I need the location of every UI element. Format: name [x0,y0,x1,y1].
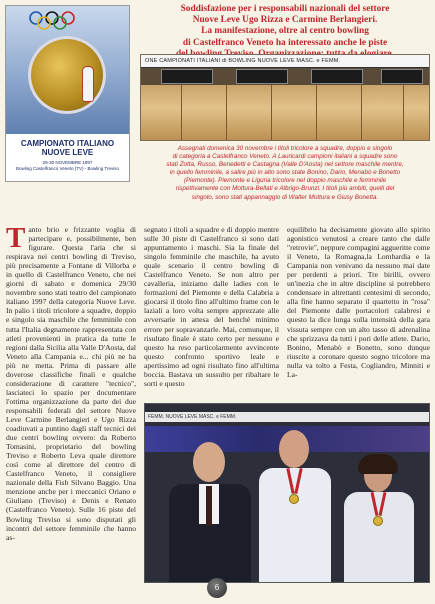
page-number: 6 [207,578,227,598]
poster-artwork [6,6,129,134]
hair [358,454,398,474]
lane-divider [226,85,227,141]
face [193,442,225,482]
tie [206,486,212,526]
medal-icon [373,516,383,526]
lane-surface [141,85,429,141]
athlete-shirt [344,492,414,582]
poster-subtitle: 29-30 NOVEMBRE 1997 Bowling Castelfranco Veneto (TV) - Bowling Treviso [15,160,120,171]
olympic-rings-icon [22,10,112,30]
drop-cap: T [6,225,26,254]
championship-poster [5,5,130,182]
winners-photo [144,403,430,583]
lane-divider [361,85,362,141]
article-column-3 [287,225,430,397]
column-1-text: anto brio e frizzante voglia di partecipare e, possibilmente, ben figurare. Questa l'aria che si respirava nei centri bowling di Treviso, più precisamente a Fontane di Villorba e in quello di Castelfranco Veneto, che nei giorni di sabato e domenica 29/30 novembre sono stati teatro del campionato italiano 1997 della categoria Nuove Leve. In palio i titoli tricolore a squadre, doppio e singolo sia maschile che femminile con tutta l'Italia degnamente rappresentata con atleti provenienti in pratica da tutte le regioni dalla Sicilia alla Valle D'Aosta, dal Veneto alla Campania e... chi più ne ha più ne metta. Prima di passare alle doverose classifiche finali e qualche considerazione di carattere "tecnico", lasciateci lo spazio per documentare l'ottima organizzazione da parte dei due responsabili federali del settore Nuove Leve Carmine Berlangieri e Ugo Rizza coadiuvati a puntino dagli staff tecnici dei due centri bowling ovvero: da Roberto Tomasini, proprietario del bowling Treviso e Roberto Leva quale direttore così come al direttore del centro di Castelfranco Veneto, il consigliere nazionale della Fisb Silvano Baggio. Una menzione anche per i meccanici Oriano e Giuliano (Treviso) e Denis e Renato (Castelfranco Veneto). Sulle 16 piste del Bowling Treviso si sono disputati gli incontri del settore femminile che hanno as- [6,225,136,542]
bowling-pin-icon [82,66,94,102]
face [279,430,309,468]
lane-divider [403,85,404,141]
female-athlete [340,452,418,582]
bowling-lanes-photo [140,54,430,141]
male-athlete [255,422,335,582]
lane-divider [316,85,317,141]
column-3-text: equilibrio ha decisamente giovato allo spirito agonistico venutosi a creare tanto che dalle "retrovie", neppure compagini aggueritte come il Veneto, la Romagna,la Lombardia e la Campania non venivano da nessuno mai date per perdenti a priori. Tre birilli, ovvero un'inezia che in altre discipline si potrebbero condensare in altrettanti centesimi di secondo, alla fine hanno separato il quartetto in "rosa" del Piemonte dalle portacolori calabresi e questo la dice lunga sulla intensità della gara vissuta sempre con un alto tasso di adrenalina che sprizzava da tutti i pori delle atlete. Dario, Bonino, Menabò e Bonetto, sono dunque riuscite a coronare questo sogno tricolore ma nulla va tolto a Festa, Cogliandro, Minniti e La- [287,225,430,379]
lane-divider [271,85,272,141]
photo-caption: Assegnati domenica 30 novembre i titoli tricolore a squadre, doppio e singolo di categoria a Castelfranco Veneto. A Lauricardi campioni italiani a squadre sono stati Zotta, Russo, Benedetti e Castagna (Valle D'Aosta) nel settore maschile mentre, in quello femminile, a salire più in alto sono state Bonino, Dario, Menabò e Bonetto (Piemonte). Piemonte e Liguria tricolore nel doppio maschile e femminile rispettivamente con Mottura-Bellati e Albrigo-Brunzi. I titoli più ambiti, quelli del singolo, sono stati appannaggio di Walter Mottura e Giusy Bonetta. [166,145,404,201]
poster-title: CAMPIONATO ITALIANO NUOVE LEVE [20,139,115,157]
scoreboard [236,69,288,84]
lane-divider [181,85,182,141]
scoreboard [311,69,363,84]
medal-icon [289,494,299,504]
article-headline: Soddisfazione per i responsabili nazionali del settore Nuove Leve Ugo Rizza e Carmine Berlangieri. La manifestazione, oltre al centro bowling di Castelfranco Veneto ha interessato anche le piste [180,4,390,48]
scoreboard [381,69,423,84]
bowling-ball-graphic [28,36,106,114]
person-in-suit [165,432,255,582]
championship-banner: ONE CAMPIONATI ITALIANI di BOWLING NUOVE LEVE MASC. e FEMM. [141,55,429,68]
scoreboard [161,69,213,84]
article-column-2 [144,225,279,400]
article-column-1 [6,225,136,585]
championship-sign: FEMM. NUOVE LEVE MASC. e FEMM. [145,412,429,422]
column-2-text: segnato i titoli a squadre e di doppio mentre sulle 30 piste di Castelfranco si sono dati appuntamento i maschi. Sia la finale del singolo femminile che maschile, ha avuto quale scenario il centro bowling di Castelfranco Veneto. Se non altro per cavalleria, iniziamo dalle ladies con le formazioni del Piemonte e della Calabria a giocarsi il titolo fino all'ultimo frame con le laziali a loro volta sempre apprezzate alle avversarie in attesa del benché minimo errore per sopravanzarle. Mai, comunque, il risultato finale è stato certo per nessuno e questo ha reso particolarmente avvincente questo confronto sportivo leale e apertissimo ad ogni risultato fino all'ultima boccia. Bastava un sussulto per ribaltare le sorti e questo [144,225,279,388]
